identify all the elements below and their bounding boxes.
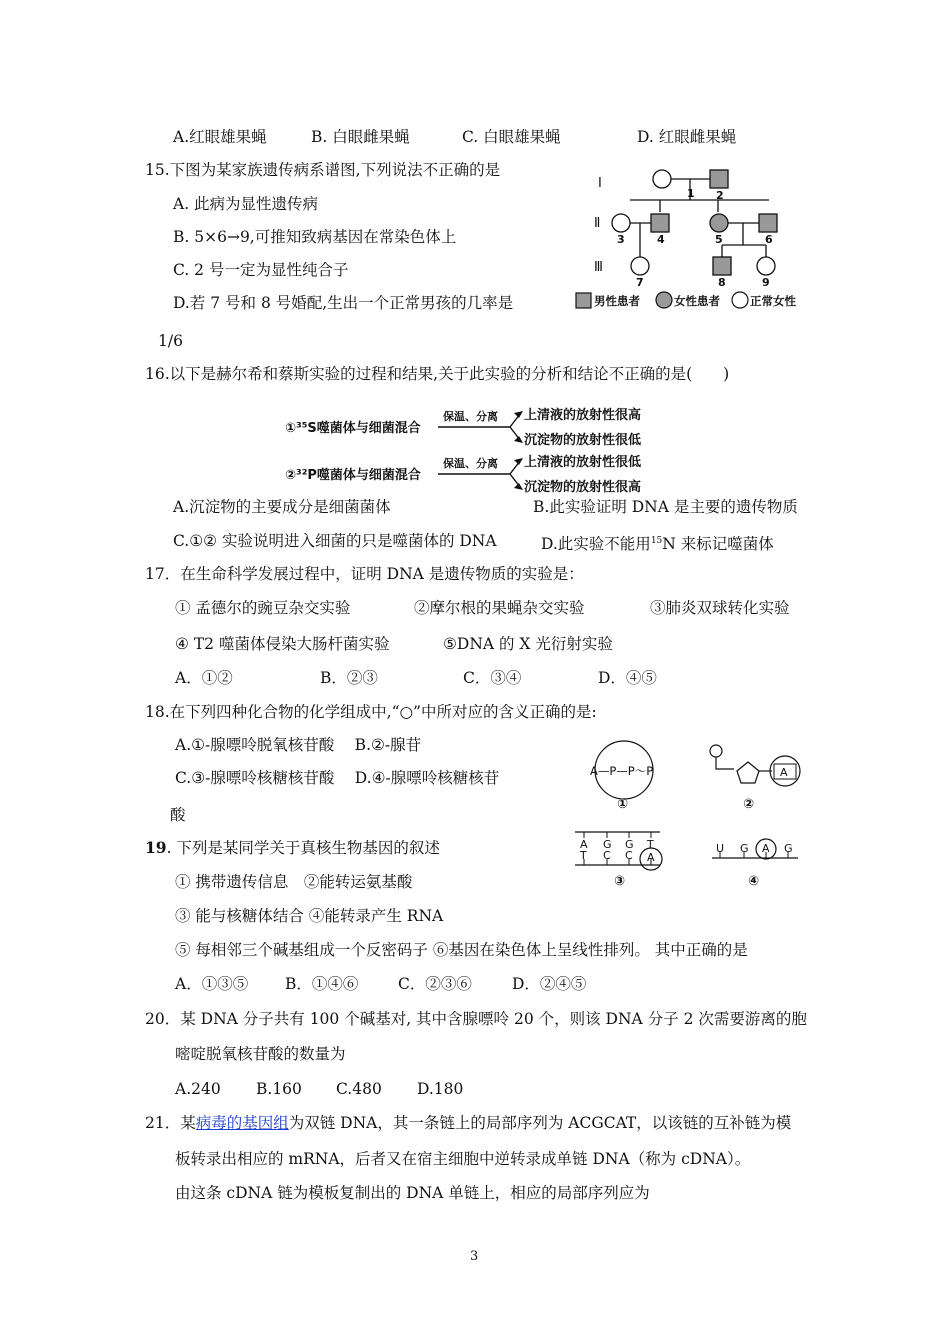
svg-text:2: 2 — [716, 189, 724, 202]
q16-option-d: D.此实验不能用$^{15}$N 来标记噬菌体 — [541, 535, 774, 554]
figure4-label: ④ — [748, 874, 760, 889]
q18-stem: 18.在下列四种化合物的化学组成中,“○”中所对应的含义正确的是: — [145, 703, 597, 721]
figure2-base: A — [780, 766, 788, 779]
individual-3 — [612, 214, 630, 232]
svg-text:U: U — [716, 842, 725, 855]
svg-text:C: C — [603, 849, 611, 862]
q17-item-3: ③肺炎双球转化实验 — [650, 599, 790, 617]
individual-1 — [653, 170, 671, 188]
q14-option-c: C. 白眼雄果蝇 — [462, 128, 561, 146]
q17-stem: 17．在生命科学发展过程中，证明 DNA 是遗传物质的实验是： — [145, 565, 584, 583]
svg-text:G: G — [784, 842, 793, 855]
legend-male-patient: 男性患者 — [594, 294, 640, 308]
q15-stem: 15.下图为某家族遗传病系谱图,下列说法不正确的是 — [145, 161, 501, 179]
q18-option-d-continued: 酸 — [170, 806, 186, 824]
svg-text:A: A — [647, 851, 655, 864]
virus-genome-link[interactable]: 病毒的基因组 — [195, 1114, 289, 1132]
q20-option-a: A.240 — [175, 1080, 221, 1098]
q19-line-2: ③ 能与核糖体结合 ④能转录产生 RNA — [175, 907, 444, 925]
gen-label-2: Ⅱ — [594, 216, 601, 231]
q17-option-a: A．①② — [175, 669, 233, 687]
svg-text:9: 9 — [762, 276, 770, 289]
q20-stem-line-2: 嘧啶脱氧核苷酸的数量为 — [175, 1045, 346, 1063]
q20-stem-line-1: 20．某 DNA 分子共有 100 个碱基对, 其中含腺嘌呤 20 个，则该 DNA 分子 2 次需要游离的胞 — [145, 1010, 807, 1028]
q15-option-d-continued: 1/6 — [158, 332, 183, 350]
q19-option-d: D．②④⑤ — [512, 975, 587, 993]
q20-option-d: D.180 — [417, 1080, 464, 1098]
svg-text:3: 3 — [617, 233, 625, 246]
individual-9 — [757, 257, 775, 275]
q21-stem-line-2: 板转录出相应的 mRNA，后者又在宿主细胞中逆转录成单链 DNA（称为 cDNA）。 — [175, 1150, 751, 1168]
svg-text:1: 1 — [687, 187, 695, 200]
q19-option-c: C．②③⑥ — [398, 975, 472, 993]
q20-option-c: C.480 — [336, 1080, 382, 1098]
q17-option-d: D．④⑤ — [598, 669, 657, 687]
individual-4 — [651, 214, 669, 232]
page-number: 3 — [470, 1249, 479, 1264]
gen-label-1: I — [598, 176, 602, 191]
q19-line-3: ⑤ 每相邻三个碱基组成一个反密码子 ⑥基因在染色体上呈线性排列。 其中正确的是 — [175, 941, 748, 959]
q19-line-1: ① 携带遗传信息 ②能转运氨基酸 — [175, 873, 413, 891]
hershey-chase-diagram — [280, 402, 670, 497]
row1-result-1: 上清液的放射性很高 — [524, 408, 642, 423]
pentose-ring — [737, 762, 759, 783]
q17-item-4: ④ T2 噬菌体侵染大肠杆菌实验 — [175, 635, 390, 653]
row2-result-2: 沉淀物的放射性很高 — [524, 480, 642, 495]
q19-option-b: B．①④⑥ — [285, 975, 359, 993]
q16-option-a: A.沉淀物的主要成分是细菌菌体 — [173, 498, 391, 516]
svg-text:4: 4 — [657, 233, 665, 246]
compound-figures — [570, 735, 810, 895]
q20-option-b: B.160 — [256, 1080, 302, 1098]
svg-text:G: G — [740, 842, 749, 855]
legend-normal-female: 正常女性 — [750, 294, 796, 308]
row2-label: ②³²P噬菌体与细菌混合 — [285, 468, 421, 483]
row1-result-2: 沉淀物的放射性很低 — [524, 433, 642, 448]
svg-text:T: T — [647, 838, 654, 851]
q16-option-c: C.①② 实验说明进入细菌的只是噬菌体的 DNA — [173, 532, 497, 550]
q21-stem-line-1: 21．某病毒的基因组为双链 DNA，其一条链上的局部序列为 ACGCAT，以该链的互补链为模 — [145, 1114, 792, 1132]
individual-2 — [710, 170, 728, 188]
individual-7 — [631, 257, 649, 275]
pedigree-chart — [570, 160, 820, 320]
figure2-label: ② — [743, 797, 755, 812]
svg-text:A: A — [580, 838, 588, 851]
q16-option-b: B.此实验证明 DNA 是主要的遗传物质 — [533, 498, 798, 516]
q17-option-c: C．③④ — [463, 669, 522, 687]
q14-option-b: B. 白眼雌果蝇 — [311, 128, 410, 146]
q18-options-cd: C.③-腺嘌呤核糖核苷酸 D.④-腺嘌呤核糖核苷 — [175, 769, 500, 787]
figure1-text: A—P—P～P — [590, 764, 654, 778]
row2-result-1: 上清液的放射性很低 — [524, 455, 642, 470]
q17-item-2: ②摩尔根的果蝇杂交实验 — [414, 599, 585, 617]
row1-label: ①³⁵S噬菌体与细菌混合 — [285, 421, 421, 436]
q16-stem: 16.以下是赫尔希和蔡斯实验的过程和结果,关于此实验的分析和结论不正确的是( ) — [145, 365, 730, 383]
svg-text:G: G — [603, 838, 612, 851]
svg-text:T: T — [580, 849, 587, 862]
q18-options-ab: A.①-腺嘌呤脱氧核苷酸 B.②-腺苷 — [175, 736, 422, 754]
svg-text:C: C — [625, 849, 633, 862]
q17-option-b: B．②③ — [320, 669, 378, 687]
q14-option-d: D. 红眼雌果蝇 — [637, 128, 737, 146]
svg-text:7: 7 — [636, 276, 644, 289]
q17-item-5: ⑤DNA 的 X 光衍射实验 — [443, 635, 613, 653]
figure1-label: ① — [617, 797, 629, 812]
process-label-2: 保温、分离 — [443, 457, 498, 470]
q19-stem: 19. 下列是某同学关于真核生物基因的叙述 — [145, 838, 440, 857]
q15-option-a: A. 此病为显性遗传病 — [173, 195, 319, 213]
figure3-label: ③ — [614, 874, 626, 889]
q14-option-a: A.红眼雄果蝇 — [173, 128, 267, 146]
gen-label-3: Ⅲ — [594, 260, 603, 275]
svg-text:6: 6 — [765, 233, 773, 246]
q15-option-c: C. 2 号一定为显性纯合子 — [173, 261, 349, 279]
q21-stem-line-3: 由这条 cDNA 链为模板复制出的 DNA 单链上，相应的局部序列应为 — [175, 1184, 650, 1202]
legend-female-patient: 女性患者 — [674, 294, 720, 308]
svg-text:5: 5 — [715, 233, 723, 246]
svg-text:A: A — [762, 842, 770, 855]
process-label-1: 保温、分离 — [443, 410, 498, 423]
q15-option-b: B. 5×6→9,可推知致病基因在常染色体上 — [173, 228, 457, 246]
q15-option-d: D.若 7 号和 8 号婚配,生出一个正常男孩的几率是 — [173, 294, 514, 312]
q17-item-1: ① 孟德尔的豌豆杂交实验 — [175, 599, 351, 617]
individual-8 — [713, 257, 731, 275]
individual-5 — [710, 214, 728, 232]
svg-text:G: G — [625, 838, 634, 851]
q19-option-a: A．①③⑤ — [175, 975, 249, 993]
individual-6 — [759, 214, 777, 232]
svg-text:8: 8 — [718, 276, 726, 289]
